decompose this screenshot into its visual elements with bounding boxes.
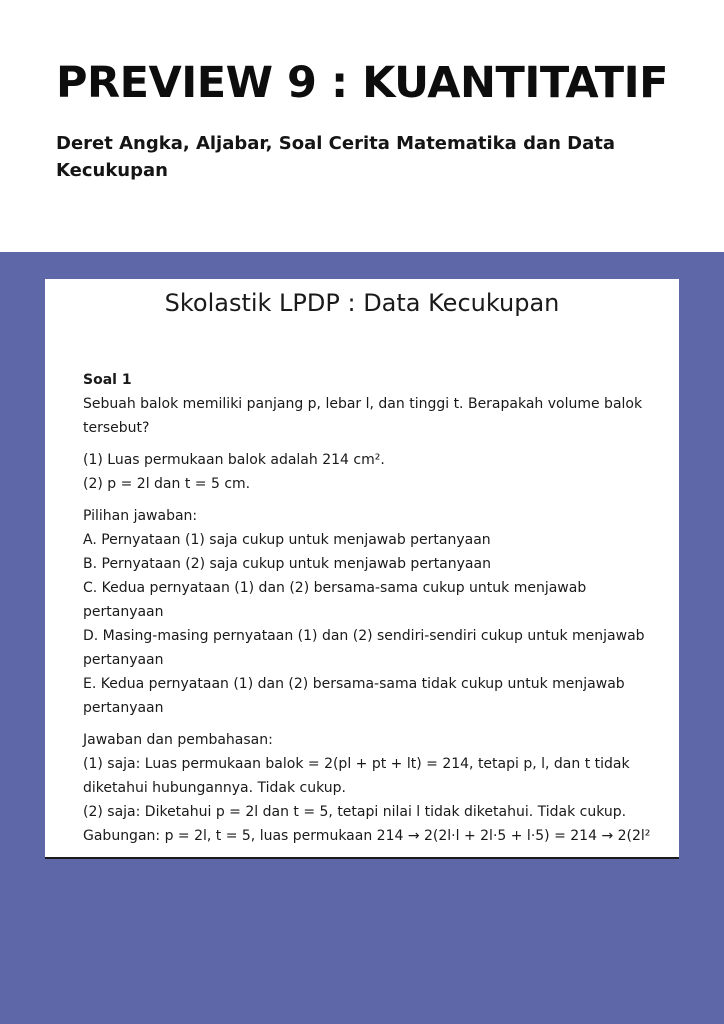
explanation-2: (2) saja: Diketahui p = 2l dan t = 5, tetapi nilai l tidak diketahui. Tidak cukup.	[83, 804, 627, 820]
statement-2: (2) p = 2l dan t = 5 cm.	[83, 476, 251, 492]
question-text: Sebuah balok memiliki panjang p, lebar l, dan tinggi t. Berapakah volume balok tersebut?	[83, 396, 643, 436]
choices-label: Pilihan jawaban:	[83, 508, 198, 524]
document-title: Skolastik LPDP : Data Kecukupan	[164, 289, 560, 317]
page-title: PREVIEW 9 : KUANTITATIF	[56, 58, 668, 108]
document-excerpt	[45, 279, 679, 859]
choice-e: E. Kedua pernyataan (1) dan (2) bersama-sama tidak cukup untuk menjawab pertanyaan	[83, 676, 625, 716]
choice-d: D. Masing-masing pernyataan (1) dan (2) sendiri-sendiri cukup untuk menjawab pertanyaan	[83, 628, 645, 668]
document-body	[83, 368, 653, 848]
explanation-3: Gabungan: p = 2l, t = 5, luas permukaan 214 → 2(2l·l + 2l·5 + l·5) = 214 → 2(2l²	[83, 828, 651, 844]
explanation-1: (1) saja: Luas permukaan balok = 2(pl + pt + lt) = 214, tetapi p, l, dan t tidak diketahui hubungannya. Tidak cukup.	[83, 756, 630, 796]
question-number: Soal 1	[83, 372, 132, 388]
statement-1: (1) Luas permukaan balok adalah 214 cm².	[83, 452, 385, 468]
answer-label: Jawaban dan pembahasan:	[83, 732, 273, 748]
page-header	[0, 0, 724, 252]
choice-c: C. Kedua pernyataan (1) dan (2) bersama-sama cukup untuk menjawab pertanyaan	[83, 580, 587, 620]
choice-a: A. Pernyataan (1) saja cukup untuk menjawab pertanyaan	[83, 532, 491, 548]
choice-b: B. Pernyataan (2) saja cukup untuk menjawab pertanyaan	[83, 556, 491, 572]
page-subtitle: Deret Angka, Aljabar, Soal Cerita Matematika dan Data Kecukupan	[56, 133, 616, 181]
